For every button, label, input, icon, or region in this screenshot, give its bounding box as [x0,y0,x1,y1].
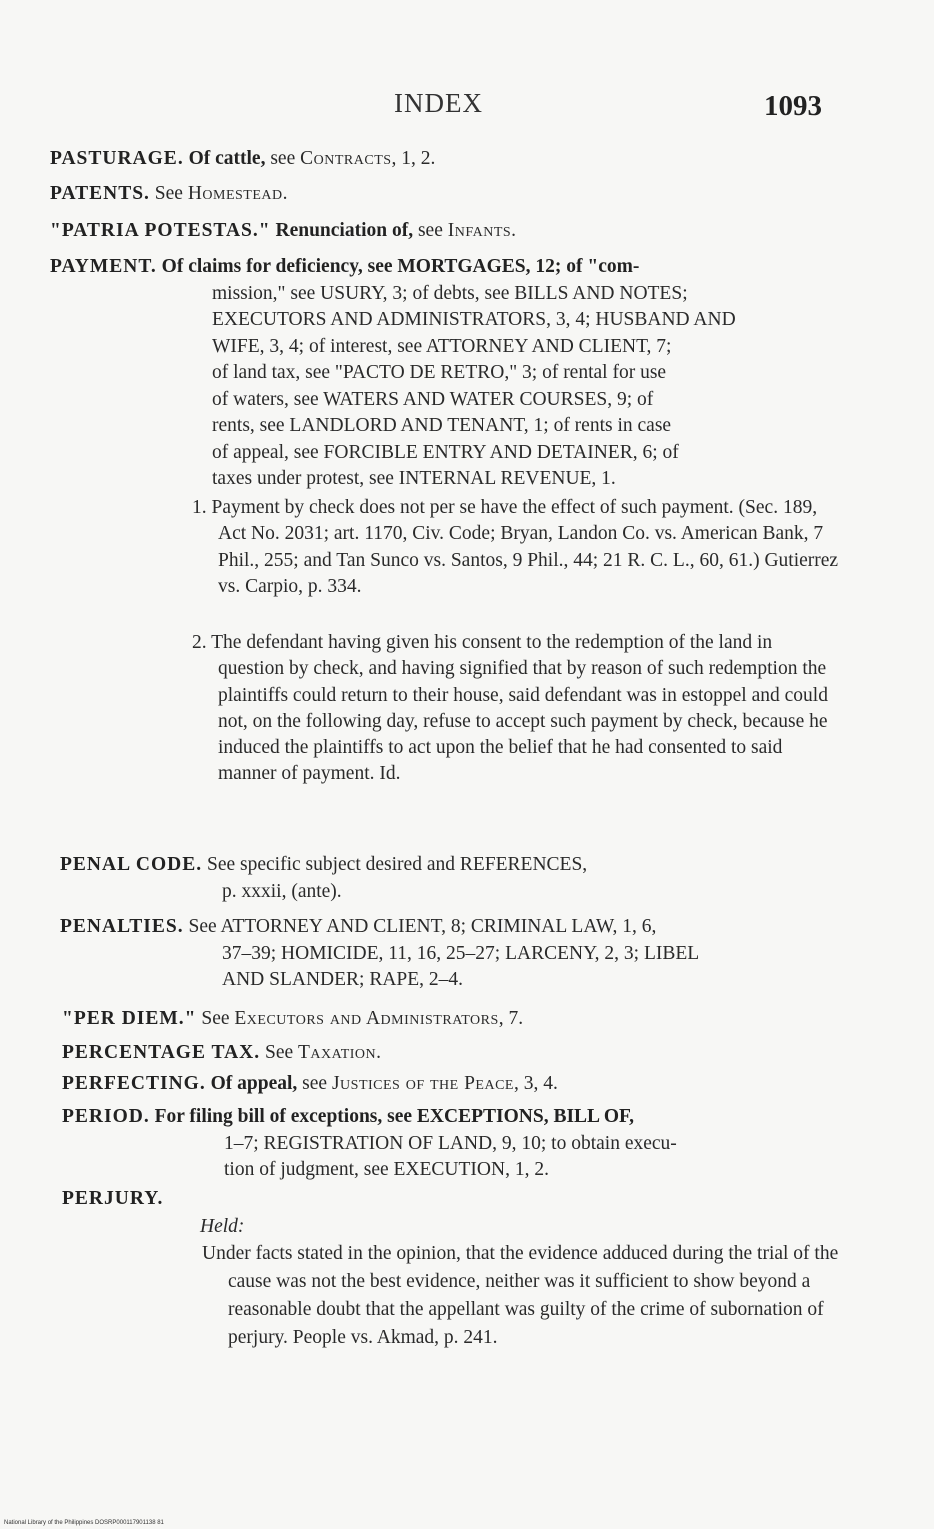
cross-reference: Infants. [447,220,517,241]
payment-item-1: 1. Payment by check does not per se have the effect of such payment. (Sec. 189, Act No. 2031; art. 1170, Civ. Code; Bryan, Landon Co. vs. American Bank, 7 Phil., 255; and Tan Sunco vs. Santos, 9 Phil., 44; 21 R. C. L., 60, 61.) Gutierrez vs. Carpio, p. 334. [192,497,839,597]
headword: PERJURY. [62,1188,164,1209]
entry-perjury [62,1186,163,1213]
entry-patents: PATENTS. See Homestead. [50,183,289,204]
entry-penalties: PENALTIES. See ATTORNEY AND CLIENT, 8; CRIMINAL LAW, 1, 6, 37–39; HOMICIDE, 11, 16, 25–27; LARCENY, 2, 3; LIBEL AND SLANDER; RAPE, 2–4. [60,916,700,990]
cross-reference: Justices of the Peace [331,1073,514,1094]
cross-reference: Taxation. [298,1042,382,1063]
entry-pasturage: PASTURAGE. Of cattle, see Contracts, 1, 2. [50,148,436,169]
headword: PERFECTING. [62,1073,206,1094]
headword: PENALTIES. [60,916,184,937]
entry-penal-code: PENAL CODE. See specific subject desired and REFERENCES, p. xxxii, (ante). [60,854,588,902]
entry-period: PERIOD. For filing bill of exceptions, see EXCEPTIONS, BILL OF, 1–7; REGISTRATION OF LAND, 9, 10; to obtain execu- tion of judgment, see EXECUTION, 1, 2. [62,1106,677,1180]
cross-reference: Executors and Administrators [234,1008,499,1029]
headword: PENAL CODE. [60,854,203,875]
footer-credit: National Library of the Philippines DOSRP000117901138 81 [4,1520,164,1526]
payment-item-2: 2. The defendant having given his consent to the redemption of the land in question by check, and having signified that by reason of such redemption the plaintiffs could return to their house, said defendant was in estoppel and could not, on the following day, refuse to accept such payment by check, because he induced the plaintiffs to act upon the belief that he had consented to said manner of payment. Id. [192,632,828,785]
headword: PERCENTAGE TAX. [62,1042,261,1063]
cross-reference: Homestead. [187,183,289,204]
headword: "PATRIA POTESTAS." [50,220,271,241]
page-title: INDEX [394,88,483,118]
entry-percentage-tax: PERCENTAGE TAX. See Taxation. [62,1042,382,1063]
cross-reference: Contracts [300,148,392,169]
entry-perfecting: PERFECTING. Of appeal, see Justices of the Peace, 3, 4. [62,1073,558,1094]
headword: PATENTS. [50,183,150,204]
page-header [0,88,934,128]
headword: "PER DIEM." [62,1008,197,1029]
page-number: 1093 [764,90,822,122]
perjury-held-label: Held: [200,1216,245,1237]
headword: PASTURAGE. [50,148,184,169]
entry-patria-potestas: "PATRIA POTESTAS." Renunciation of, see Infants. [50,220,517,241]
headword: PERIOD. [62,1106,150,1127]
entry-payment: PAYMENT. Of claims for deficiency, see MORTGAGES, 12; of "com- mission," see USURY, 3; of debts, see BILLS AND NOTES; EXECUTORS AND ADMINISTRATORS, 3, 4; HUSBAND AND WIFE, 3, 4; of interest, see ATTORNEY AND CLIENT, 7; of land tax, see "PACTO DE RETRO," 3; of rental for use of waters, see WATERS AND WATER COURSES, 9; of rents, see LANDLORD AND TENANT, 1; of rents in case of appeal, see FORCIBLE ENTRY AND DETAINER, 6; of taxes under protest, see INTERNAL REVENUE, 1. [50,256,736,489]
headword: PAYMENT. [50,256,157,277]
perjury-text: Under facts stated in the opinion, that the evidence adduced during the trial of the cause was not the best evidence, neither was it sufficient to show beyond a reasonable doubt that the appellant was guilty of the crime of subornation of perjury. People vs. Akmad, p. 241. [202,1243,839,1348]
entry-per-diem: "PER DIEM." See Executors and Administrators, 7. [62,1008,524,1029]
